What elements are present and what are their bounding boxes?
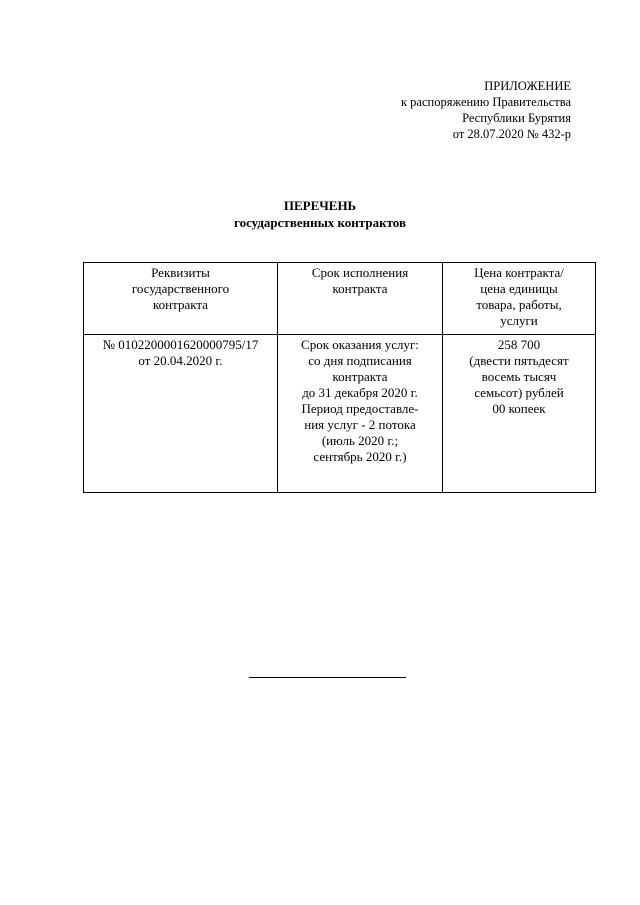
- header-line: государственного: [131, 281, 230, 296]
- cell-line: ния услуг - 2 потока: [304, 417, 416, 432]
- header-line: контракта: [332, 281, 388, 296]
- title-line-2: государственных контрактов: [234, 215, 406, 230]
- appendix-title: ПРИЛОЖЕНИЕ: [484, 79, 571, 93]
- header-line: услуги: [500, 313, 538, 328]
- cell-line: Период предоставле-: [301, 401, 419, 416]
- header-line: товара, работы,: [476, 297, 562, 312]
- appendix-header: [401, 78, 571, 142]
- title-line-1: ПЕРЕЧЕНЬ: [283, 198, 357, 213]
- cell-line: контракта: [332, 369, 388, 384]
- table-row: [84, 335, 596, 493]
- cell-line: семьсот) рублей: [474, 385, 564, 400]
- cell-requisites: [84, 335, 278, 493]
- cell-line: до 31 декабря 2020 г.: [302, 385, 418, 400]
- cell-line: со дня подписания: [308, 353, 412, 368]
- cell-line: от 20.04.2020 г.: [138, 353, 223, 368]
- appendix-order-line: к распоряжению Правительства: [400, 95, 571, 109]
- header-requisites: [84, 263, 278, 335]
- header-line: Реквизиты: [151, 265, 210, 280]
- cell-line: 258 700: [497, 337, 541, 352]
- table-header-row: [84, 263, 596, 335]
- cell-line: сентябрь 2020 г.): [313, 449, 407, 464]
- cell-line: (двести пятьдесят: [469, 353, 569, 368]
- cell-line: восемь тысяч: [481, 369, 557, 384]
- cell-price: [443, 335, 596, 493]
- header-line: Цена контракта/: [474, 265, 564, 280]
- document-title: [0, 197, 640, 231]
- appendix-date-number: от 28.07.2020 № 432-р: [452, 127, 571, 141]
- cell-term: [278, 335, 443, 493]
- cell-line: (июль 2020 г.;: [321, 433, 399, 448]
- end-divider-line: [249, 677, 406, 678]
- header-price: [443, 263, 596, 335]
- header-line: контракта: [153, 297, 208, 312]
- header-term: [278, 263, 443, 335]
- header-line: цена единицы: [480, 281, 558, 296]
- header-line: Срок исполнения: [311, 265, 409, 280]
- contracts-table: [83, 262, 596, 493]
- cell-line: № 0102200001620000795/17: [102, 337, 259, 352]
- appendix-republic-line: Республики Бурятия: [462, 111, 571, 125]
- cell-line: 00 копеек: [492, 401, 546, 416]
- cell-line: Срок оказания услуг:: [301, 337, 419, 352]
